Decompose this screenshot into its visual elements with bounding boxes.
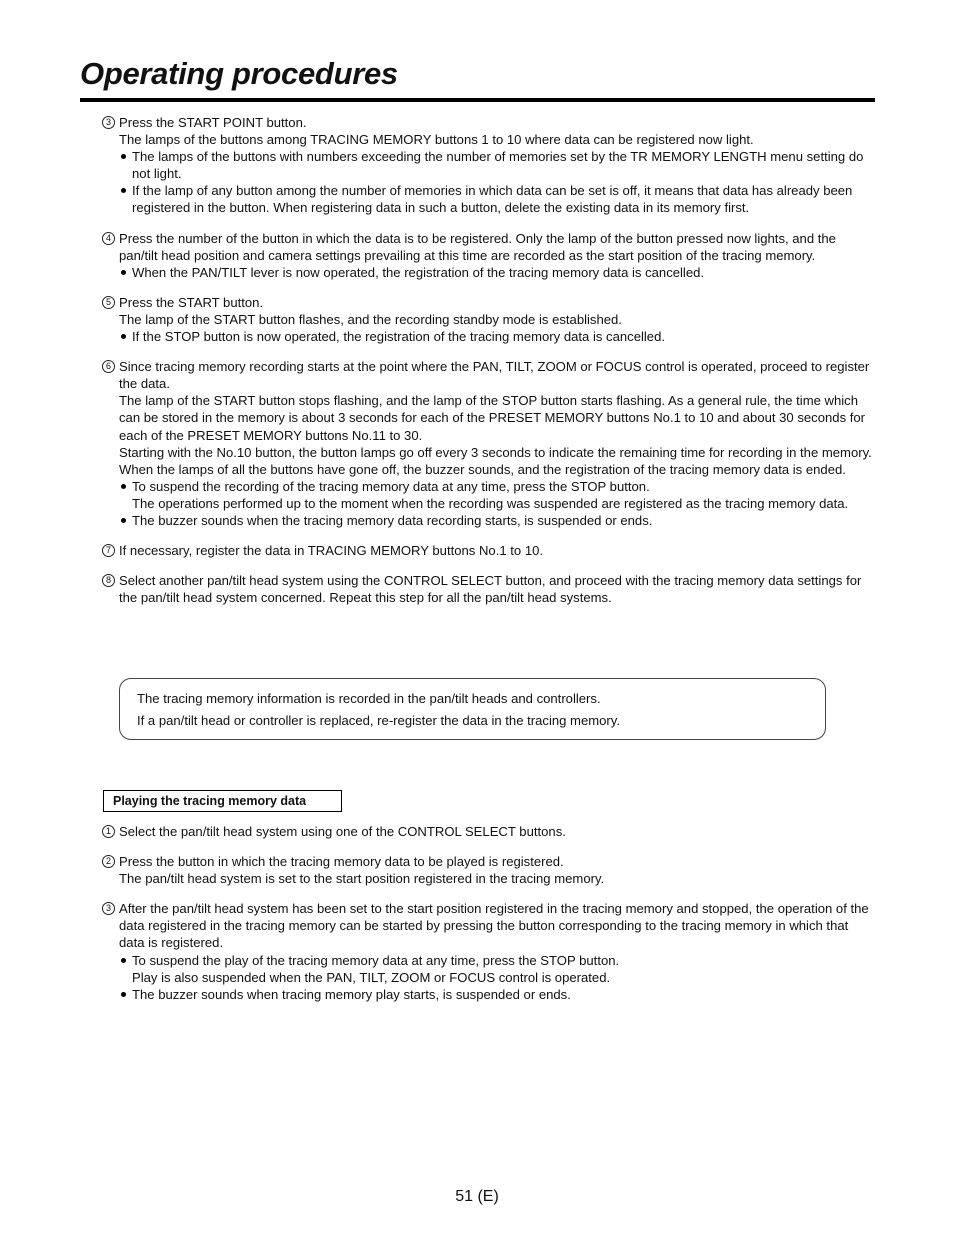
bullet-text: The buzzer sounds when tracing memory play starts, is suspended or ends. bbox=[132, 986, 571, 1002]
bullet-item bbox=[119, 986, 876, 1003]
step-item bbox=[102, 853, 876, 887]
bullet-text: If the lamp of any button among the number of memories in which data can be set is off, it means that data has already been registered in the button. When registering data in such a button, delete the existing data in its memory first. bbox=[132, 183, 853, 216]
step-item bbox=[102, 542, 876, 559]
step-number: 3 bbox=[102, 116, 115, 129]
step-text: Press the START button. bbox=[119, 294, 264, 310]
step-number: 5 bbox=[102, 296, 115, 309]
step-item bbox=[102, 823, 876, 840]
bullet-text: Play is also suspended when the PAN, TILT, ZOOM or FOCUS control is operated. bbox=[132, 969, 611, 985]
step-number: 1 bbox=[102, 825, 115, 838]
step-text: Press the START POINT button. bbox=[119, 115, 307, 130]
page-number: 51 (E) bbox=[455, 1188, 499, 1205]
page-title: Operating procedures bbox=[80, 56, 398, 91]
step-text: Select another pan/tilt head system using the CONTROL SELECT button, and proceed with the tracing memory data settings for the pan/tilt head system concerned. Repeat this step for all the pan/tilt head systems. bbox=[119, 573, 862, 606]
bullet-item bbox=[119, 328, 876, 345]
step-text: Select the pan/tilt head system using one of the CONTROL SELECT buttons. bbox=[119, 824, 566, 839]
bullet-item bbox=[119, 478, 876, 512]
recording-steps bbox=[102, 114, 876, 619]
step-text: Since tracing memory recording starts at the point where the PAN, TILT, ZOOM or FOCUS control is operated, proceed to register the data. bbox=[119, 359, 870, 392]
bullet-text: If the STOP button is now operated, the registration of the tracing memory data is cancelled. bbox=[132, 329, 666, 345]
step-text: The lamp of the START button stops flashing, and the lamp of the STOP button starts flashing. As a general rule, the time which can be stored in the memory is about 3 seconds for each of the PRESET MEMORY buttons No.1 to 10 and about 30 seconds for each of the PRESET MEMORY buttons No.11 to 30. bbox=[119, 393, 866, 443]
step-item bbox=[102, 572, 876, 606]
step-text: If necessary, register the data in TRACING MEMORY buttons No.1 to 10. bbox=[119, 543, 544, 559]
step-text: Press the number of the button in which the data is to be registered. Only the lamp of the button pressed now lights, and the pan/tilt head position and camera settings prevailing at this time are recorded as the start position of the tracing memory. bbox=[119, 230, 836, 263]
bullet-item bbox=[119, 148, 876, 182]
title-rule bbox=[80, 98, 875, 102]
step-number: 2 bbox=[102, 855, 115, 868]
step-text: The pan/tilt head system is set to the start position registered in the tracing memory. bbox=[119, 871, 605, 887]
step-text: After the pan/tilt head system has been set to the start position registered in the tracing memory and stopped, the operation of the data registered in the tracing memory can be started by pressing the button corresponding to the tracing memory in which that data is registered. bbox=[119, 901, 869, 951]
bullet-text: The lamps of the buttons with numbers exceeding the number of memories set by the TR MEMORY LENGTH menu setting do not light. bbox=[132, 149, 864, 182]
bullet-text: When the PAN/TILT lever is now operated, the registration of the tracing memory data is cancelled. bbox=[132, 264, 705, 280]
bullet-text: The buzzer sounds when the tracing memory data recording starts, is suspended or ends. bbox=[132, 512, 653, 528]
note-line: If a pan/tilt head or controller is replaced, re-register the data in the tracing memory. bbox=[137, 713, 621, 728]
step-number: 3 bbox=[102, 902, 115, 915]
step-number: 6 bbox=[102, 360, 115, 373]
playback-steps bbox=[102, 823, 876, 1016]
step-item bbox=[102, 230, 876, 281]
step-text: The lamps of the buttons among TRACING MEMORY buttons 1 to 10 where data can be registered now light. bbox=[119, 132, 754, 148]
step-item bbox=[102, 900, 876, 1003]
bullet-item bbox=[119, 264, 876, 281]
note-box bbox=[119, 678, 826, 740]
bullet-text: The operations performed up to the moment when the recording was suspended are registered as the tracing memory data. bbox=[132, 495, 849, 511]
step-number: 4 bbox=[102, 232, 115, 245]
step-item bbox=[102, 294, 876, 345]
step-item bbox=[102, 114, 876, 217]
step-item bbox=[102, 358, 876, 529]
bullet-text: To suspend the recording of the tracing memory data at any time, press the STOP button. bbox=[132, 478, 650, 494]
bullet-item bbox=[119, 182, 876, 216]
bullet-item bbox=[119, 952, 876, 986]
step-text: Starting with the No.10 button, the button lamps go off every 3 seconds to indicate the remaining time for recording in the memory. When the lamps of all the buttons have gone off, the buzzer sounds, and the registration of the tracing memory data is ended. bbox=[119, 444, 872, 477]
bullet-item bbox=[119, 512, 876, 529]
bullet-text: To suspend the play of the tracing memory data at any time, press the STOP button. bbox=[132, 952, 620, 968]
step-number: 8 bbox=[102, 574, 115, 587]
note-line: The tracing memory information is recorded in the pan/tilt heads and controllers. bbox=[137, 691, 601, 706]
step-number: 7 bbox=[102, 544, 115, 557]
step-text: Press the button in which the tracing memory data to be played is registered. bbox=[119, 854, 564, 870]
step-text: The lamp of the START button flashes, and the recording standby mode is established. bbox=[119, 311, 622, 327]
section-heading: Playing the tracing memory data bbox=[103, 790, 342, 812]
